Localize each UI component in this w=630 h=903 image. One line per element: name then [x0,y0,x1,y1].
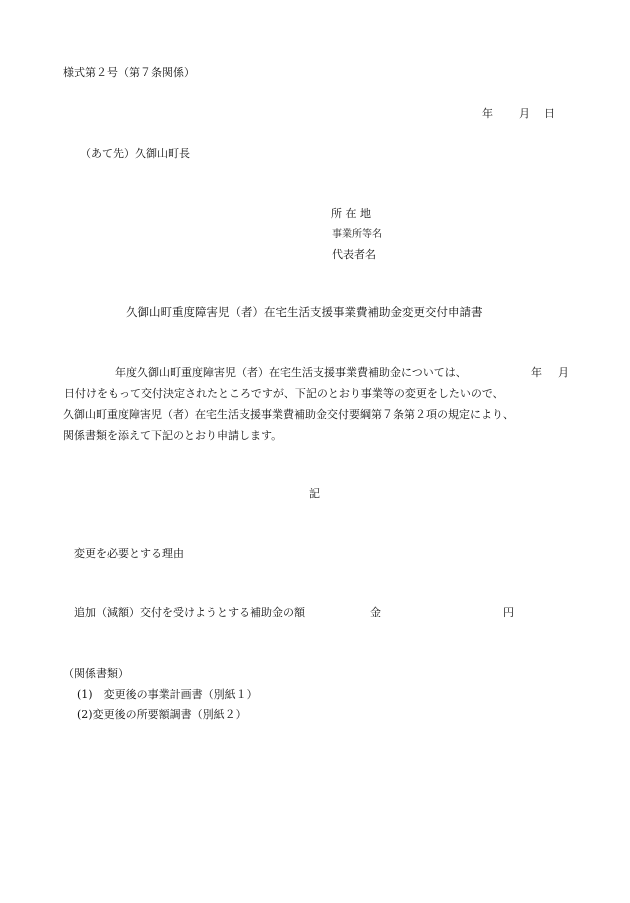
body-line-3: 久御山町重度障害児（者）在宅生活支援事業費補助金交付要綱第７条第２項の規定により、 [63,408,514,421]
addressee: （あて先）久御山町長 [80,147,190,160]
representative-label: 代表者名 [332,248,376,261]
form-number: 様式第２号（第７条関係） [63,66,195,79]
body-line-1: 年度久御山町重度障害児（者）在宅生活支援事業費補助金については、 [115,366,467,379]
date-year-label: 年 [482,107,493,120]
reason-label: 変更を必要とする理由 [74,547,184,560]
amount-kin: 金 [370,606,381,619]
related-docs-heading: （関係書類） [63,667,129,680]
business-name-label: 事業所等名 [332,229,382,240]
body-year-label: 年 [531,366,542,379]
address-label: 所 在 地 [331,207,371,220]
body-month-label: 月 [558,366,569,379]
amount-label: 追加（減額）交付を受けようとする補助金の額 [74,606,305,619]
related-doc-item-1: (1) 変更後の事業計画書（別紙１） [77,688,258,701]
body-line-2: 日付けをもって交付決定されたところですが、下記のとおり事業等の変更をしたいので、 [64,387,504,400]
amount-en: 円 [503,606,514,619]
date-day-label: 日 [544,107,555,120]
body-line-4: 関係書類を添えて下記のとおり申請します。 [63,429,283,442]
date-month-label: 月 [519,107,530,120]
related-doc-item-2: (2)変更後の所要額調書（別紙２） [77,708,247,721]
ki-heading: 記 [309,487,320,500]
document-title: 久御山町重度障害児（者）在宅生活支援事業費補助金変更交付申請書 [126,305,483,319]
